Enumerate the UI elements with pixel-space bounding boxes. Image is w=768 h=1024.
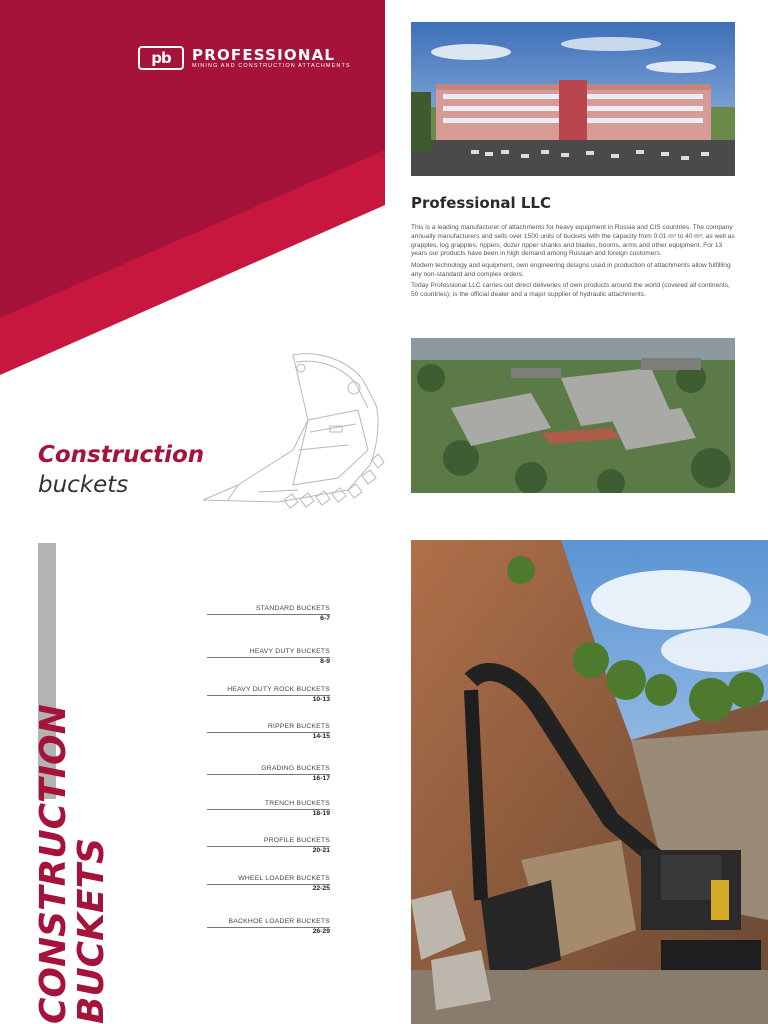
toc-item-pages: 8-9	[320, 658, 330, 665]
brand-name: PROFESSIONAL	[192, 45, 336, 64]
toc-item-pages: 6-7	[320, 615, 330, 622]
section-title	[38, 440, 204, 500]
toc-item[interactable]	[202, 648, 330, 666]
toc-item-label: HEAVY DUTY BUCKETS	[249, 648, 330, 655]
logo-mark: pb	[138, 46, 184, 70]
toc-item[interactable]	[202, 918, 330, 936]
toc-item[interactable]	[202, 686, 330, 704]
company-paragraph: Today Professional LLC carries out direct deliveries of own products around the world (covered all continents, 50 countries); is the official dealer and a major supplier of hydraulic attachments.	[411, 281, 730, 298]
toc-item-label: RIPPER BUCKETS	[267, 723, 330, 730]
section-title-line2: buckets	[38, 472, 129, 498]
toc-item[interactable]	[202, 605, 330, 623]
toc-item[interactable]	[202, 875, 330, 893]
toc-item-pages: 22-25	[312, 885, 330, 892]
factory-aerial-photo	[411, 338, 735, 493]
company-title: Professional LLC	[411, 194, 551, 212]
toc-item-pages: 16-17	[312, 775, 330, 782]
toc-item[interactable]	[202, 765, 330, 783]
toc-item-label: STANDARD BUCKETS	[255, 605, 330, 612]
vertical-section-title	[35, 704, 111, 1024]
toc-item[interactable]	[202, 723, 330, 741]
section-title-line1: Construction	[38, 442, 205, 468]
toc-item-pages: 10-13	[312, 696, 330, 703]
toc-item-label: TRENCH BUCKETS	[264, 800, 330, 807]
toc-item[interactable]	[202, 800, 330, 818]
toc-item-label: GRADING BUCKETS	[261, 765, 330, 772]
toc-item-pages: 18-19	[312, 810, 330, 817]
brand-logo	[138, 46, 351, 70]
toc-item-pages: 26-29	[312, 928, 330, 935]
toc-item-label: WHEEL LOADER BUCKETS	[238, 875, 330, 882]
vertical-title-line1: CONSTRUCTION	[33, 704, 74, 1024]
company-description	[411, 224, 736, 302]
bucket-line-drawing	[198, 350, 388, 510]
brand-tagline: MINING AND CONSTRUCTION ATTACHMENTS	[192, 62, 351, 69]
toc-item-label: HEAVY DUTY ROCK BUCKETS	[227, 686, 330, 693]
company-paragraph: This is a leading manufacturer of attachments for heavy equipment in Russia and CIS countries. The company annually manufacturers and sells over 1500 units of buckets with the capacity from 0.01 m³ to 40 m³, as well as grapples, log grapples, rippers, dozer ripper shanks and blades, booms, arms and other equipment. For 13 years our products have been in high demand among Russian and foreign customers.	[411, 224, 735, 258]
company-paragraph: Modern technology and equipment, own engineering designs used in production of attachments allow fulfilling any non-standard and complex orders.	[411, 261, 731, 278]
office-building-photo	[411, 22, 735, 176]
toc-item-pages: 14-15	[312, 733, 330, 740]
toc-item-pages: 20-21	[312, 847, 330, 854]
toc-item[interactable]	[202, 837, 330, 855]
vertical-title-line2: BUCKETS	[71, 837, 112, 1024]
excavator-quarry-photo	[411, 540, 768, 1024]
toc-item-label: BACKHOE LOADER BUCKETS	[228, 918, 330, 925]
toc-item-label: PROFILE BUCKETS	[263, 837, 330, 844]
